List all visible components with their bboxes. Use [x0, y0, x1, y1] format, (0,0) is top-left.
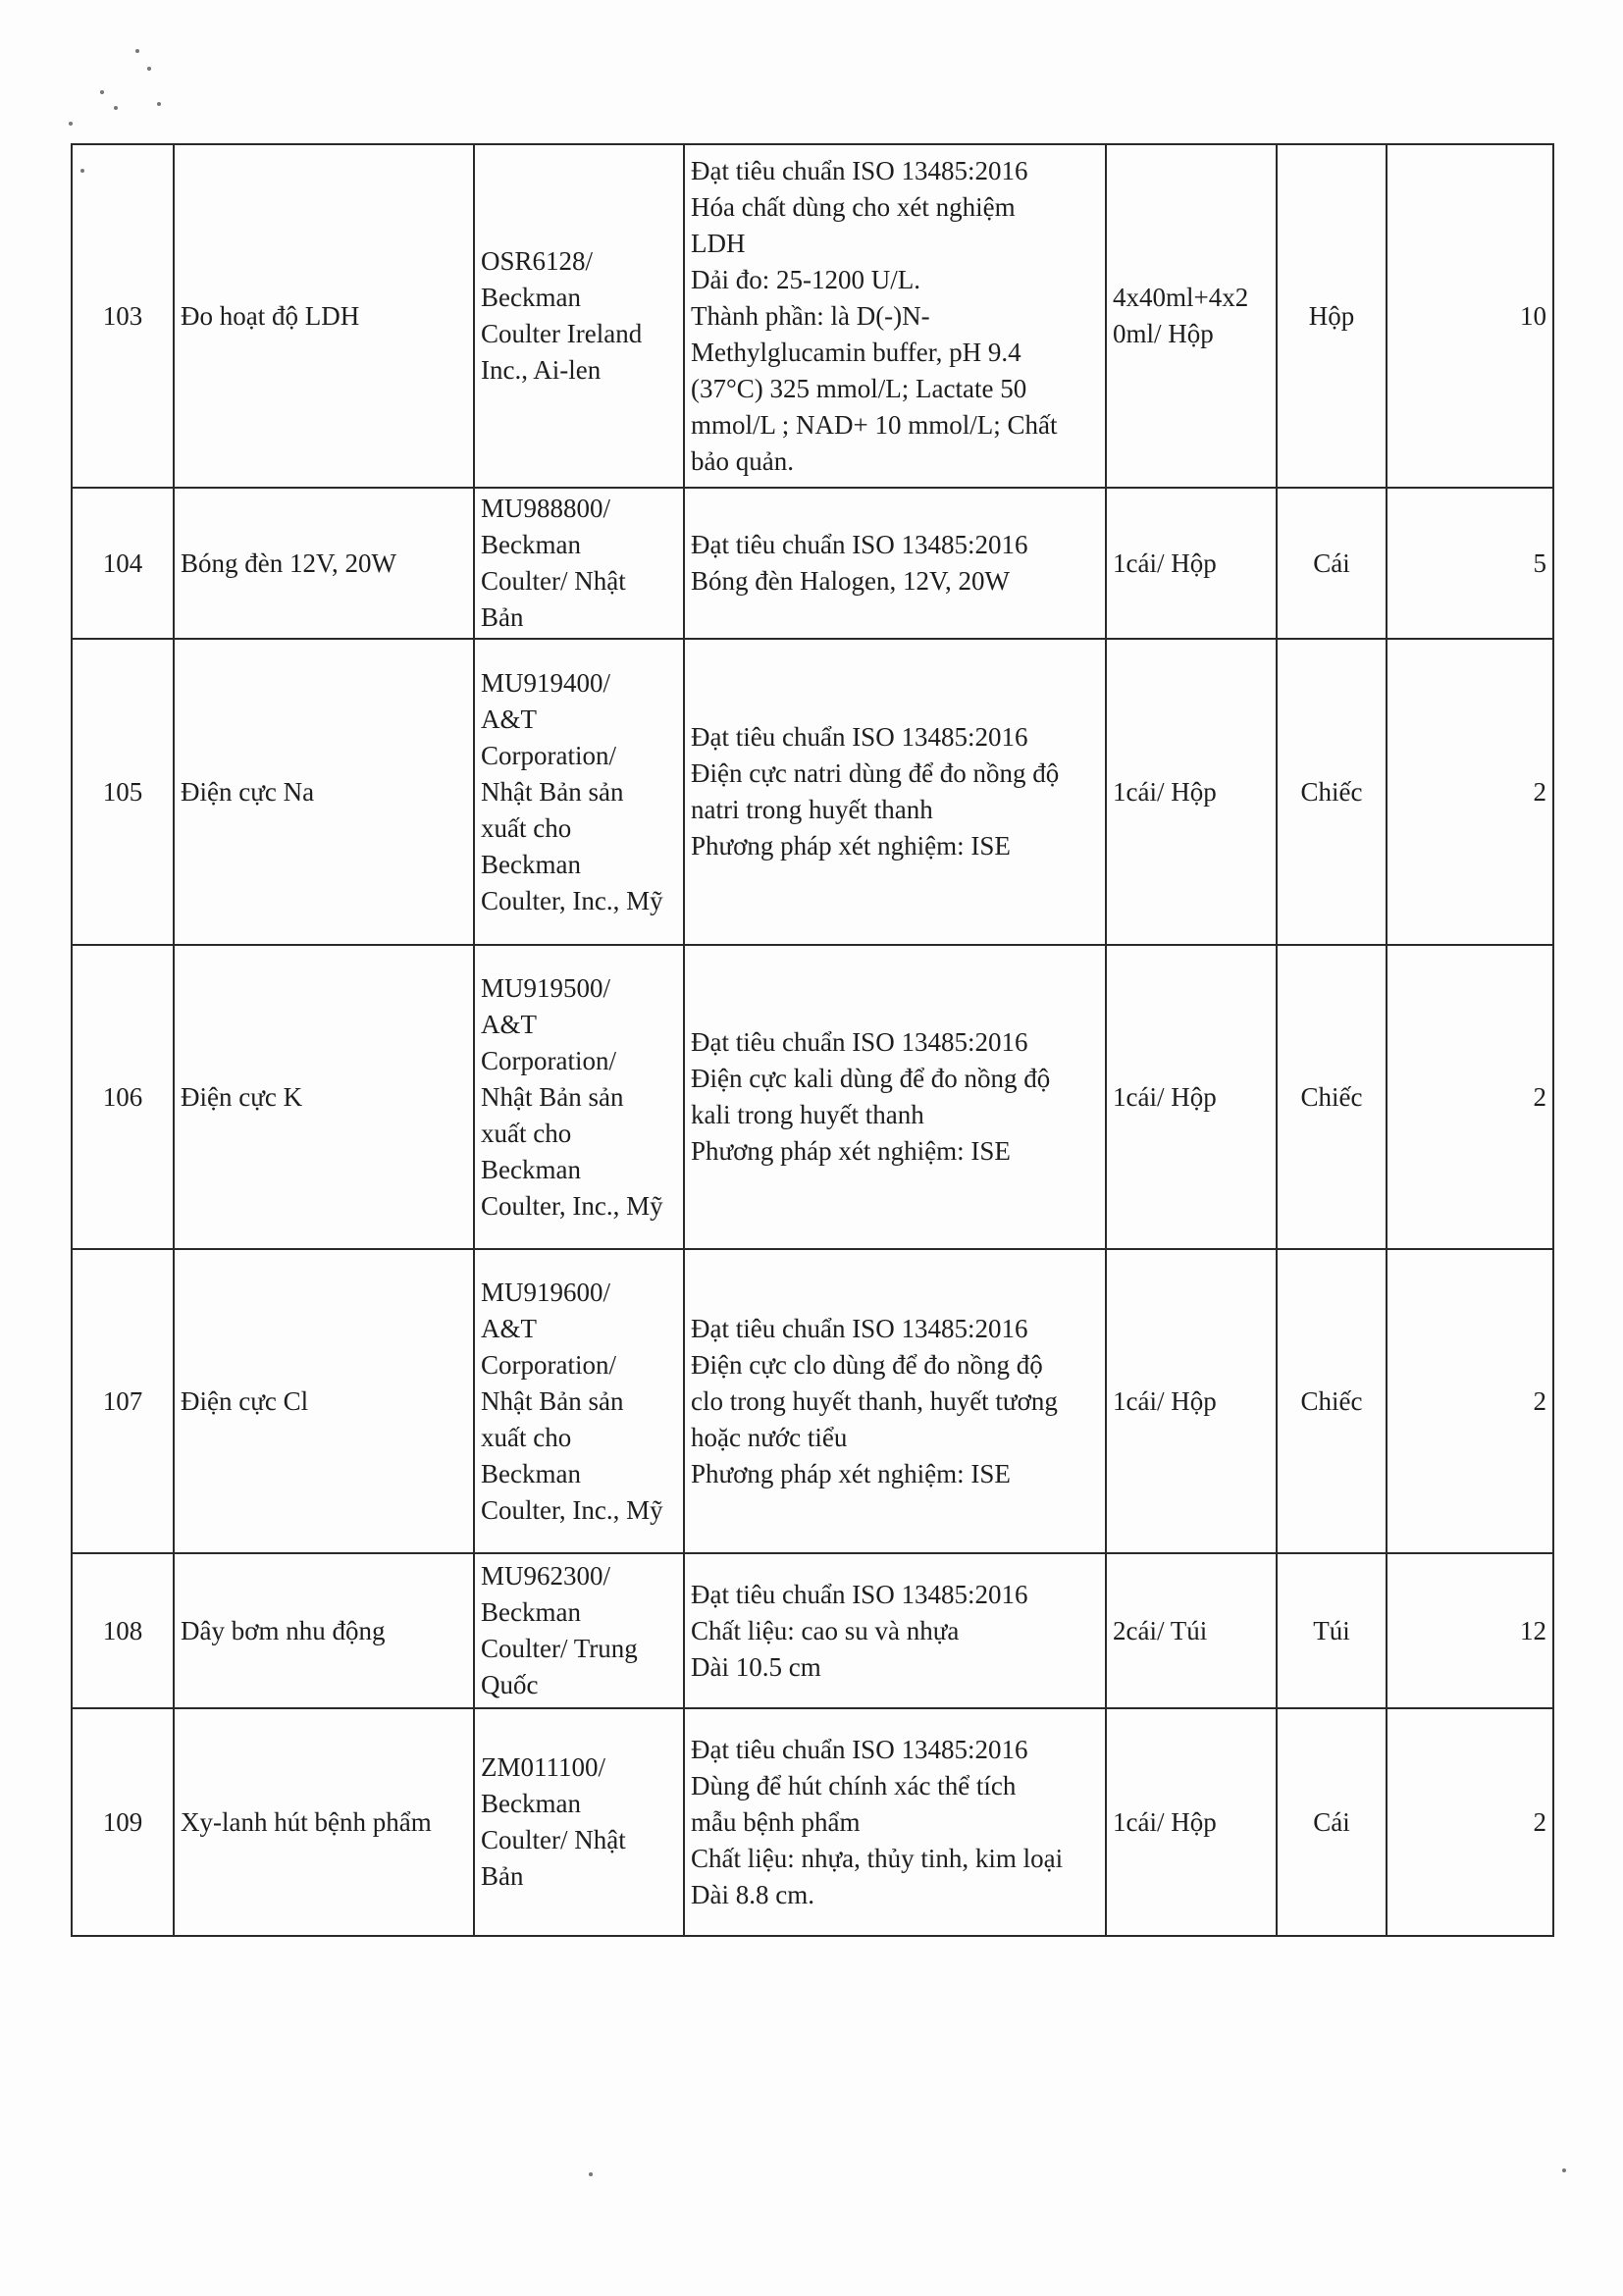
item-code-manufacturer-cell [474, 488, 684, 639]
cell-line: xuất cho [481, 1422, 572, 1452]
item-quantity-cell [1387, 488, 1553, 639]
scan-speck [69, 122, 73, 126]
cell-line: OSR6128/ [481, 246, 594, 276]
cell-text: Chiếc [1300, 1385, 1363, 1416]
cell-line: Dùng để hút chính xác thể tích [691, 1770, 1017, 1800]
cell-line: Đạt tiêu chuẩn ISO 13485:2016 [691, 155, 1028, 185]
cell-text: 109 [102, 1806, 143, 1837]
item-name-cell [174, 1249, 474, 1553]
cell-text: Điện cực Na [181, 776, 315, 807]
cell-line: LDH [691, 228, 746, 258]
cell-line: Corporation/ [481, 1349, 616, 1380]
cell-line: Beckman [481, 1458, 581, 1488]
cell-line: Corporation/ [481, 1045, 616, 1075]
cell-line: ZM011100/ [481, 1752, 605, 1782]
cell-line: Coulter, Inc., Mỹ [481, 1494, 663, 1525]
item-packaging-cell [1106, 1553, 1277, 1708]
cell-text: 105 [102, 776, 143, 807]
cell-line: Đạt tiêu chuẩn ISO 13485:2016 [691, 1313, 1028, 1343]
item-name-cell [174, 488, 474, 639]
table-row [72, 144, 1553, 488]
cell-line: A&T [481, 704, 537, 734]
item-packaging-cell [1106, 639, 1277, 945]
cell-text: 103 [102, 300, 143, 331]
cell-text: Đo hoạt độ LDH [181, 300, 360, 331]
cell-line: Nhật Bản sản [481, 1385, 624, 1416]
cell-line: Beckman [481, 1154, 581, 1184]
cell-line: A&T [481, 1009, 537, 1039]
table-body [72, 144, 1553, 1936]
item-code-manufacturer-cell [474, 1249, 684, 1553]
cell-line: Điện cực natri dùng để đo nồng độ [691, 758, 1060, 788]
cell-line: Phương pháp xét nghiệm: ISE [691, 831, 1011, 861]
item-unit-cell [1277, 1249, 1387, 1553]
scan-speck [100, 90, 104, 94]
cell-text: Chiếc [1300, 776, 1363, 807]
scan-speck [1562, 2168, 1566, 2172]
item-name-cell [174, 1708, 474, 1936]
cell-line: Chất liệu: nhựa, thủy tinh, kim loại [691, 1843, 1064, 1873]
cell-text: 2 [1533, 776, 1546, 807]
cell-line: Phương pháp xét nghiệm: ISE [691, 1136, 1011, 1166]
table-row [72, 1553, 1553, 1708]
item-name-cell [174, 144, 474, 488]
item-number-cell [72, 945, 174, 1249]
item-quantity-cell [1387, 639, 1553, 945]
cell-line: Quốc [481, 1670, 539, 1699]
cell-line: Inc., Ai-len [481, 355, 602, 385]
item-name-cell [174, 1553, 474, 1708]
item-code-manufacturer-cell [474, 144, 684, 488]
cell-text: 108 [102, 1615, 143, 1645]
item-quantity-cell [1387, 1708, 1553, 1936]
cell-line: clo trong huyết thanh, huyết tương [691, 1385, 1058, 1416]
item-unit-cell [1277, 1708, 1387, 1936]
cell-line: Điện cực kali dùng để đo nồng độ [691, 1064, 1051, 1093]
cell-line: Corporation/ [481, 740, 616, 770]
item-number-cell [72, 1708, 174, 1936]
cell-line: 0ml/ Hộp [1113, 319, 1214, 348]
cell-text: Hộp [1308, 300, 1355, 331]
cell-line: Dải đo: 25-1200 U/L. [691, 264, 920, 294]
cell-line: A&T [481, 1313, 537, 1343]
cell-line: Nhật Bản sản [481, 776, 624, 807]
item-unit-cell [1277, 144, 1387, 488]
item-packaging-cell [1106, 1249, 1277, 1553]
cell-text: Cái [1313, 548, 1350, 578]
item-specification-cell [684, 488, 1106, 639]
cell-line: Bản [481, 1861, 524, 1891]
item-unit-cell [1277, 945, 1387, 1249]
item-code-manufacturer-cell [474, 639, 684, 945]
item-code-manufacturer-cell [474, 1553, 684, 1708]
cell-line: MU919500/ [481, 972, 611, 1003]
cell-line: MU988800/ [481, 494, 611, 523]
cell-line: Beckman [481, 1789, 581, 1818]
scan-speck [147, 67, 151, 71]
item-packaging-cell [1106, 945, 1277, 1249]
item-unit-cell [1277, 639, 1387, 945]
cell-line: Dài 8.8 cm. [691, 1879, 814, 1909]
cell-line: Đạt tiêu chuẩn ISO 13485:2016 [691, 530, 1028, 559]
item-number-cell [72, 144, 174, 488]
cell-line: hoặc nước tiểu [691, 1422, 848, 1452]
cell-line: Coulter, Inc., Mỹ [481, 1190, 663, 1221]
item-packaging-cell [1106, 488, 1277, 639]
item-packaging-cell [1106, 1708, 1277, 1936]
scan-speck [157, 102, 161, 106]
cell-line: natri trong huyết thanh [691, 795, 933, 824]
cell-line: xuất cho [481, 812, 572, 843]
cell-line: bảo quản. [691, 445, 794, 476]
product-table [71, 143, 1554, 1937]
cell-line: Dài 10.5 cm [691, 1651, 821, 1682]
cell-text: 2 [1533, 1081, 1546, 1112]
item-number-cell [72, 1249, 174, 1553]
cell-text: 2 [1533, 1385, 1546, 1416]
item-quantity-cell [1387, 1249, 1553, 1553]
scan-speck [589, 2172, 593, 2176]
table-row [72, 639, 1553, 945]
cell-line: Methylglucamin buffer, pH 9.4 [691, 337, 1021, 367]
cell-line: MU919600/ [481, 1277, 611, 1307]
cell-line: Đạt tiêu chuẩn ISO 13485:2016 [691, 722, 1028, 752]
item-specification-cell [684, 1708, 1106, 1936]
cell-line: MU919400/ [481, 667, 611, 698]
item-specification-cell [684, 144, 1106, 488]
cell-text: Cái [1313, 1806, 1350, 1837]
scan-speck [135, 49, 139, 53]
cell-text: Bóng đèn 12V, 20W [181, 548, 396, 578]
cell-line: Đạt tiêu chuẩn ISO 13485:2016 [691, 1734, 1028, 1764]
item-code-manufacturer-cell [474, 1708, 684, 1936]
cell-line: kali trong huyết thanh [691, 1100, 924, 1129]
cell-line: Điện cực clo dùng để đo nồng độ [691, 1349, 1043, 1380]
cell-line: Beckman [481, 849, 581, 879]
item-quantity-cell [1387, 144, 1553, 488]
cell-line: Hóa chất dùng cho xét nghiệm [691, 191, 1016, 222]
cell-line: Chất liệu: cao su và nhựa [691, 1615, 960, 1645]
cell-text: Điện cực K [181, 1081, 303, 1112]
cell-line: Coulter Ireland [481, 319, 643, 348]
cell-line: Beckman [481, 1597, 581, 1627]
cell-line: Thành phần: là D(-)N- [691, 300, 930, 331]
cell-text: 107 [102, 1385, 143, 1416]
item-quantity-cell [1387, 1553, 1553, 1708]
cell-line: Phương pháp xét nghiệm: ISE [691, 1458, 1011, 1488]
item-quantity-cell [1387, 945, 1553, 1249]
cell-line: Coulter/ Trung [481, 1634, 638, 1663]
cell-line: Coulter/ Nhật [481, 1825, 626, 1854]
cell-line: 1cái/ Hộp [1113, 776, 1217, 807]
scan-speck [114, 106, 118, 110]
cell-text: 106 [102, 1081, 143, 1112]
item-specification-cell [684, 1249, 1106, 1553]
table-row [72, 1708, 1553, 1936]
cell-line: mmol/L ; NAD+ 10 mmol/L; Chất [691, 409, 1058, 440]
item-name-cell [174, 945, 474, 1249]
cell-text: Chiếc [1300, 1081, 1363, 1112]
cell-text: 12 [1520, 1615, 1546, 1645]
cell-text: Dây bơm nhu động [181, 1615, 386, 1645]
item-unit-cell [1277, 1553, 1387, 1708]
cell-text: Điện cực Cl [181, 1385, 309, 1416]
table-row [72, 945, 1553, 1249]
cell-line: 1cái/ Hộp [1113, 548, 1217, 578]
cell-line: xuất cho [481, 1118, 572, 1148]
cell-line: Beckman [481, 283, 581, 312]
item-code-manufacturer-cell [474, 945, 684, 1249]
cell-line: 1cái/ Hộp [1113, 1081, 1217, 1112]
cell-text: 2 [1533, 1806, 1546, 1837]
item-number-cell [72, 488, 174, 639]
cell-line: Đạt tiêu chuẩn ISO 13485:2016 [691, 1027, 1028, 1057]
cell-line: 2cái/ Túi [1113, 1615, 1208, 1645]
cell-line: (37°C) 325 mmol/L; Lactate 50 [691, 373, 1027, 403]
item-specification-cell [684, 945, 1106, 1249]
cell-line: Nhật Bản sản [481, 1081, 624, 1112]
item-packaging-cell [1106, 144, 1277, 488]
cell-line: mẫu bệnh phẩm [691, 1806, 861, 1837]
cell-text: Xy-lanh hút bệnh phẩm [181, 1806, 432, 1837]
item-specification-cell [684, 639, 1106, 945]
cell-text: Túi [1313, 1615, 1350, 1645]
cell-text: 5 [1533, 548, 1546, 578]
cell-line: Coulter/ Nhật [481, 566, 626, 596]
item-number-cell [72, 639, 174, 945]
table-row [72, 1249, 1553, 1553]
cell-line: 1cái/ Hộp [1113, 1385, 1217, 1416]
cell-line: Beckman [481, 530, 581, 559]
cell-line: MU962300/ [481, 1561, 611, 1591]
cell-text: 10 [1520, 300, 1546, 331]
cell-line: Đạt tiêu chuẩn ISO 13485:2016 [691, 1579, 1028, 1609]
item-name-cell [174, 639, 474, 945]
cell-line: Bản [481, 602, 524, 632]
item-specification-cell [684, 1553, 1106, 1708]
item-unit-cell [1277, 488, 1387, 639]
cell-line: Bóng đèn Halogen, 12V, 20W [691, 566, 1010, 596]
cell-text: 104 [102, 548, 143, 578]
cell-line: 1cái/ Hộp [1113, 1806, 1217, 1837]
table-row [72, 488, 1553, 639]
cell-line: Coulter, Inc., Mỹ [481, 885, 663, 915]
item-number-cell [72, 1553, 174, 1708]
cell-line: 4x40ml+4x2 [1113, 283, 1249, 312]
